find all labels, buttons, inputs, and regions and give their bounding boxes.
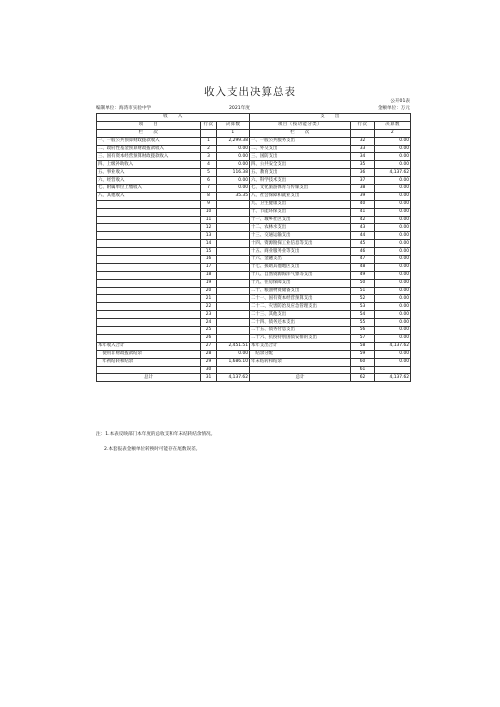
expense-amount: 0.00 — [375, 334, 411, 342]
expense-amount: 0.00 — [375, 358, 411, 366]
expense-row-no: 35 — [351, 161, 375, 169]
expense-row-no: 41 — [351, 208, 375, 216]
income-amount — [217, 303, 250, 311]
expense-item: 九、卫生健康支出 — [250, 200, 351, 208]
income-row-no: 4 — [201, 161, 217, 169]
meta-row — [96, 105, 410, 113]
year-label: 2021年度 — [229, 106, 250, 111]
income-amount: 0.00 — [217, 161, 250, 169]
expense-amount: 0.00 — [375, 271, 411, 279]
expense-item: 十六、金融支出 — [250, 256, 351, 264]
income-item — [97, 216, 201, 224]
amount-header: 决算数 — [217, 121, 250, 129]
row-no-header: 行次 — [201, 121, 217, 129]
expense-row-no: 40 — [351, 200, 375, 208]
table-row — [97, 137, 411, 145]
income-row-no: 8 — [201, 192, 217, 200]
expense-amount: 0.00 — [375, 311, 411, 319]
expense-item: 二十四、债务还本支出 — [250, 319, 351, 327]
expense-item: 十一、城乡社区支出 — [250, 216, 351, 224]
income-row-no: 23 — [201, 311, 217, 319]
expense-header: 支 出 — [250, 114, 411, 122]
table-row — [97, 224, 411, 232]
table-row — [97, 145, 411, 153]
table-row — [97, 161, 411, 169]
income-amount: 2,451.51 — [217, 342, 250, 350]
income-item — [97, 271, 201, 279]
income-item: 六、经营收入 — [97, 177, 201, 185]
income-item: 七、附属单位上缴收入 — [97, 185, 201, 193]
expense-amount: 0.00 — [375, 192, 411, 200]
income-amount: 35.35 — [217, 192, 250, 200]
income-amount — [217, 263, 250, 271]
income-item — [97, 279, 201, 287]
header-row-1 — [97, 114, 411, 122]
table-row — [97, 216, 411, 224]
expense-row-no: 46 — [351, 248, 375, 256]
expense-amount: 0.00 — [375, 240, 411, 248]
expense-row-no: 44 — [351, 232, 375, 240]
income-amount — [217, 200, 250, 208]
header-row-3 — [97, 129, 411, 137]
org-line — [96, 105, 151, 111]
income-row-no: 22 — [201, 303, 217, 311]
income-item — [97, 295, 201, 303]
expense-item: 十五、商业服务业等支出 — [250, 248, 351, 256]
expense-amount: 0.00 — [375, 248, 411, 256]
expense-row-no: 61 — [351, 366, 375, 374]
expense-item: 五、教育支出 — [250, 169, 351, 177]
income-item: 一、一般公共预算财政拨款收入 — [97, 137, 201, 145]
expense-row-no: 60 — [351, 358, 375, 366]
income-row-no: 25 — [201, 327, 217, 335]
income-row-no: 9 — [201, 200, 217, 208]
table-row — [97, 303, 411, 311]
table-row — [97, 279, 411, 287]
income-amount — [217, 366, 250, 374]
expense-amount: 0.00 — [375, 161, 411, 169]
table-row — [97, 334, 411, 342]
expense-item: 六、科学技术支出 — [250, 177, 351, 185]
income-row-no: 29 — [201, 358, 217, 366]
expense-row-no: 54 — [351, 311, 375, 319]
income-item — [97, 327, 201, 335]
income-row-no: 15 — [201, 248, 217, 256]
income-item — [97, 319, 201, 327]
table-row — [97, 366, 411, 374]
expense-amount: 0.00 — [375, 145, 411, 153]
table-row — [97, 287, 411, 295]
income-row-no: 30 — [201, 366, 217, 374]
org-name: 海湾市实验中学 — [118, 106, 152, 111]
expense-amount: 0.00 — [375, 287, 411, 295]
income-item — [97, 200, 201, 208]
note-1: 注：1.本表反映部门本年度的总收支和年末结转结余情况。 — [96, 432, 216, 437]
income-amount — [217, 256, 250, 264]
expense-amount: 0.00 — [375, 350, 411, 358]
income-row-no: 1 — [201, 137, 217, 145]
income-row-no: 11 — [201, 216, 217, 224]
org-label: 编制单位： — [96, 106, 119, 111]
income-row-no: 17 — [201, 263, 217, 271]
income-item — [97, 256, 201, 264]
expense-row-no: 37 — [351, 177, 375, 185]
income-amount: 0.00 — [217, 145, 250, 153]
income-item — [97, 311, 201, 319]
income-row-no: 16 — [201, 256, 217, 264]
expense-item: 二十三、其他支出 — [250, 311, 351, 319]
expense-item: 七、文化旅游体育与传媒支出 — [250, 185, 351, 193]
income-row-no: 5 — [201, 169, 217, 177]
expense-row-no: 55 — [351, 319, 375, 327]
total-amount-left: 4,137.62 — [217, 374, 250, 382]
expense-row-no: 49 — [351, 271, 375, 279]
expense-item: 二、外交支出 — [250, 145, 351, 153]
expense-item: 二十六、抗疫特别国债安排的支出 — [250, 334, 351, 342]
expense-amount: 0.00 — [375, 263, 411, 271]
income-row-no: 12 — [201, 224, 217, 232]
income-row-no: 2 — [201, 145, 217, 153]
item-header: 项 目 — [97, 121, 201, 129]
row-no-header-right: 行次 — [351, 121, 375, 129]
income-row-no: 13 — [201, 232, 217, 240]
col1-label: 1 — [217, 129, 250, 137]
expense-row-no: 34 — [351, 153, 375, 161]
income-amount — [217, 334, 250, 342]
expense-amount: 0.00 — [375, 137, 411, 145]
table-row — [97, 256, 411, 264]
table-row — [97, 240, 411, 248]
income-row-no: 26 — [201, 334, 217, 342]
income-amount: 116.38 — [217, 169, 250, 177]
expense-amount: 0.00 — [375, 185, 411, 193]
expense-item: 十七、援助其他地区支出 — [250, 263, 351, 271]
page-title: 收入支出决算总表 — [204, 86, 296, 98]
income-amount — [217, 232, 250, 240]
income-row-no: 10 — [201, 208, 217, 216]
income-row-no: 7 — [201, 185, 217, 193]
income-amount — [217, 287, 250, 295]
table-row — [97, 185, 411, 193]
expense-item: 结余分配 — [250, 350, 351, 358]
expense-item: 十九、住房保障支出 — [250, 279, 351, 287]
income-row-no: 19 — [201, 279, 217, 287]
income-item — [97, 224, 201, 232]
total-row-no-right: 62 — [351, 374, 375, 382]
expense-item: 十三、交通运输支出 — [250, 232, 351, 240]
income-amount — [217, 311, 250, 319]
income-item: 二、政府性基金预算财政拨款收入 — [97, 145, 201, 153]
income-item: 三、国有资本经营预算财政拨款收入 — [97, 153, 201, 161]
total-amount-right: 4,137.62 — [375, 374, 411, 382]
income-amount — [217, 216, 250, 224]
expense-row-no: 33 — [351, 145, 375, 153]
expense-item: 本年支出合计 — [250, 342, 351, 350]
expense-row-no: 58 — [351, 342, 375, 350]
expense-amount — [375, 366, 411, 374]
expense-item: 八、社会保障和就业支出 — [250, 192, 351, 200]
expense-amount: 0.00 — [375, 232, 411, 240]
income-row-no: 20 — [201, 287, 217, 295]
expense-row-no: 47 — [351, 256, 375, 264]
note-2: 2.本套报表金额单位转换时可能存在尾数误差。 — [104, 447, 201, 452]
income-row-no: 18 — [201, 271, 217, 279]
income-item — [97, 366, 201, 374]
table-row — [97, 208, 411, 216]
income-amount — [217, 295, 250, 303]
income-amount: 1,686.10 — [217, 358, 250, 366]
income-row-no: 3 — [201, 153, 217, 161]
income-amount: 0.00 — [217, 153, 250, 161]
expense-item: 二十二、灾害防治及应急管理支出 — [250, 303, 351, 311]
expense-row-no: 43 — [351, 224, 375, 232]
total-label-left: 总计 — [97, 374, 201, 382]
expense-amount: 0.00 — [375, 256, 411, 264]
income-amount — [217, 208, 250, 216]
table-row — [97, 248, 411, 256]
income-item: 使用非财政拨款结余 — [97, 350, 201, 358]
column-label-left: 栏 次 — [97, 129, 201, 137]
expense-item-header: 项目（按功能分类） — [250, 121, 351, 129]
table-row — [97, 350, 411, 358]
expense-item: 十四、资源勘探工业信息等支出 — [250, 240, 351, 248]
income-amount — [217, 271, 250, 279]
expense-item: 十、节能环保支出 — [250, 208, 351, 216]
income-header: 收 入 — [97, 114, 250, 122]
expense-row-no: 38 — [351, 185, 375, 193]
expense-row-no: 52 — [351, 295, 375, 303]
expense-row-no: 53 — [351, 303, 375, 311]
income-amount: 0.00 — [217, 177, 250, 185]
amount-header-right: 决算数 — [375, 121, 411, 129]
expense-amount: 0.00 — [375, 208, 411, 216]
expense-row-no: 57 — [351, 334, 375, 342]
total-row-no-left: 31 — [201, 374, 217, 382]
income-row-no: 21 — [201, 295, 217, 303]
income-item — [97, 263, 201, 271]
expense-row-no: 48 — [351, 263, 375, 271]
income-row-no: 28 — [201, 350, 217, 358]
table-row — [97, 319, 411, 327]
income-amount — [217, 319, 250, 327]
expense-amount: 0.00 — [375, 177, 411, 185]
expense-amount: 0.00 — [375, 279, 411, 287]
column-label-right: 栏 次 — [250, 129, 351, 137]
income-item: 本年收入合计 — [97, 342, 201, 350]
income-item — [97, 232, 201, 240]
income-item — [97, 303, 201, 311]
expense-item: 年末结转和结余 — [250, 358, 351, 366]
income-row-no: 27 — [201, 342, 217, 350]
expense-item: 一、一般公共服务支出 — [250, 137, 351, 145]
income-amount: 0.00 — [217, 185, 250, 193]
income-amount — [217, 240, 250, 248]
table-row — [97, 232, 411, 240]
expense-amount: 4,137.62 — [375, 169, 411, 177]
table-row — [97, 295, 411, 303]
expense-amount: 0.00 — [375, 216, 411, 224]
income-item — [97, 240, 201, 248]
expense-amount: 0.00 — [375, 327, 411, 335]
expense-row-no: 59 — [351, 350, 375, 358]
table-row — [97, 358, 411, 366]
expense-amount: 0.00 — [375, 224, 411, 232]
table-row — [97, 263, 411, 271]
income-amount — [217, 224, 250, 232]
total-row — [97, 374, 411, 382]
expense-amount: 4,137.62 — [375, 342, 411, 350]
expense-item: 二十五、债务付息支出 — [250, 327, 351, 335]
expense-amount: 0.00 — [375, 153, 411, 161]
expense-item: 十二、农林水支出 — [250, 224, 351, 232]
expense-row-no: 56 — [351, 327, 375, 335]
expense-item: 四、公共安全支出 — [250, 161, 351, 169]
income-amount: 0.00 — [217, 350, 250, 358]
income-amount — [217, 327, 250, 335]
income-item — [97, 287, 201, 295]
expense-row-no: 45 — [351, 240, 375, 248]
income-amount — [217, 279, 250, 287]
income-item: 年初结转和结余 — [97, 358, 201, 366]
income-row-no: 6 — [201, 177, 217, 185]
expense-amount: 0.00 — [375, 303, 411, 311]
total-label-right: 总计 — [250, 374, 351, 382]
expense-amount: 0.00 — [375, 295, 411, 303]
income-expense-table — [96, 113, 411, 382]
form-code: 公开01表 — [390, 99, 410, 104]
table-row — [97, 311, 411, 319]
expense-row-no: 36 — [351, 169, 375, 177]
table-row — [97, 200, 411, 208]
table-row — [97, 271, 411, 279]
expense-row-no: 32 — [351, 137, 375, 145]
col2-label: 2 — [375, 129, 411, 137]
expense-item: 三、国防支出 — [250, 153, 351, 161]
income-item: 四、上级补助收入 — [97, 161, 201, 169]
income-amount: 2,299.38 — [217, 137, 250, 145]
income-item: 五、事业收入 — [97, 169, 201, 177]
expense-item — [250, 366, 351, 374]
expense-row-no: 42 — [351, 216, 375, 224]
expense-item: 二十、粮油物资储备支出 — [250, 287, 351, 295]
table-row — [97, 327, 411, 335]
expense-item: 十八、自然资源海洋气象等支出 — [250, 271, 351, 279]
table-row — [97, 192, 411, 200]
unit-label: 金额单位：万元 — [377, 106, 410, 111]
table-row — [97, 342, 411, 350]
expense-row-no: 39 — [351, 192, 375, 200]
income-item — [97, 334, 201, 342]
income-item: 八、其他收入 — [97, 192, 201, 200]
table-row — [97, 169, 411, 177]
table-row — [97, 177, 411, 185]
income-row-no: 14 — [201, 240, 217, 248]
expense-row-no: 50 — [351, 279, 375, 287]
table-row — [97, 153, 411, 161]
expense-row-no: 51 — [351, 287, 375, 295]
income-item — [97, 208, 201, 216]
income-row-no: 24 — [201, 319, 217, 327]
expense-amount: 0.00 — [375, 319, 411, 327]
expense-item: 二十一、国有资本经营预算支出 — [250, 295, 351, 303]
header-row-2 — [97, 121, 411, 129]
expense-amount: 0.00 — [375, 200, 411, 208]
income-item — [97, 248, 201, 256]
income-amount — [217, 248, 250, 256]
